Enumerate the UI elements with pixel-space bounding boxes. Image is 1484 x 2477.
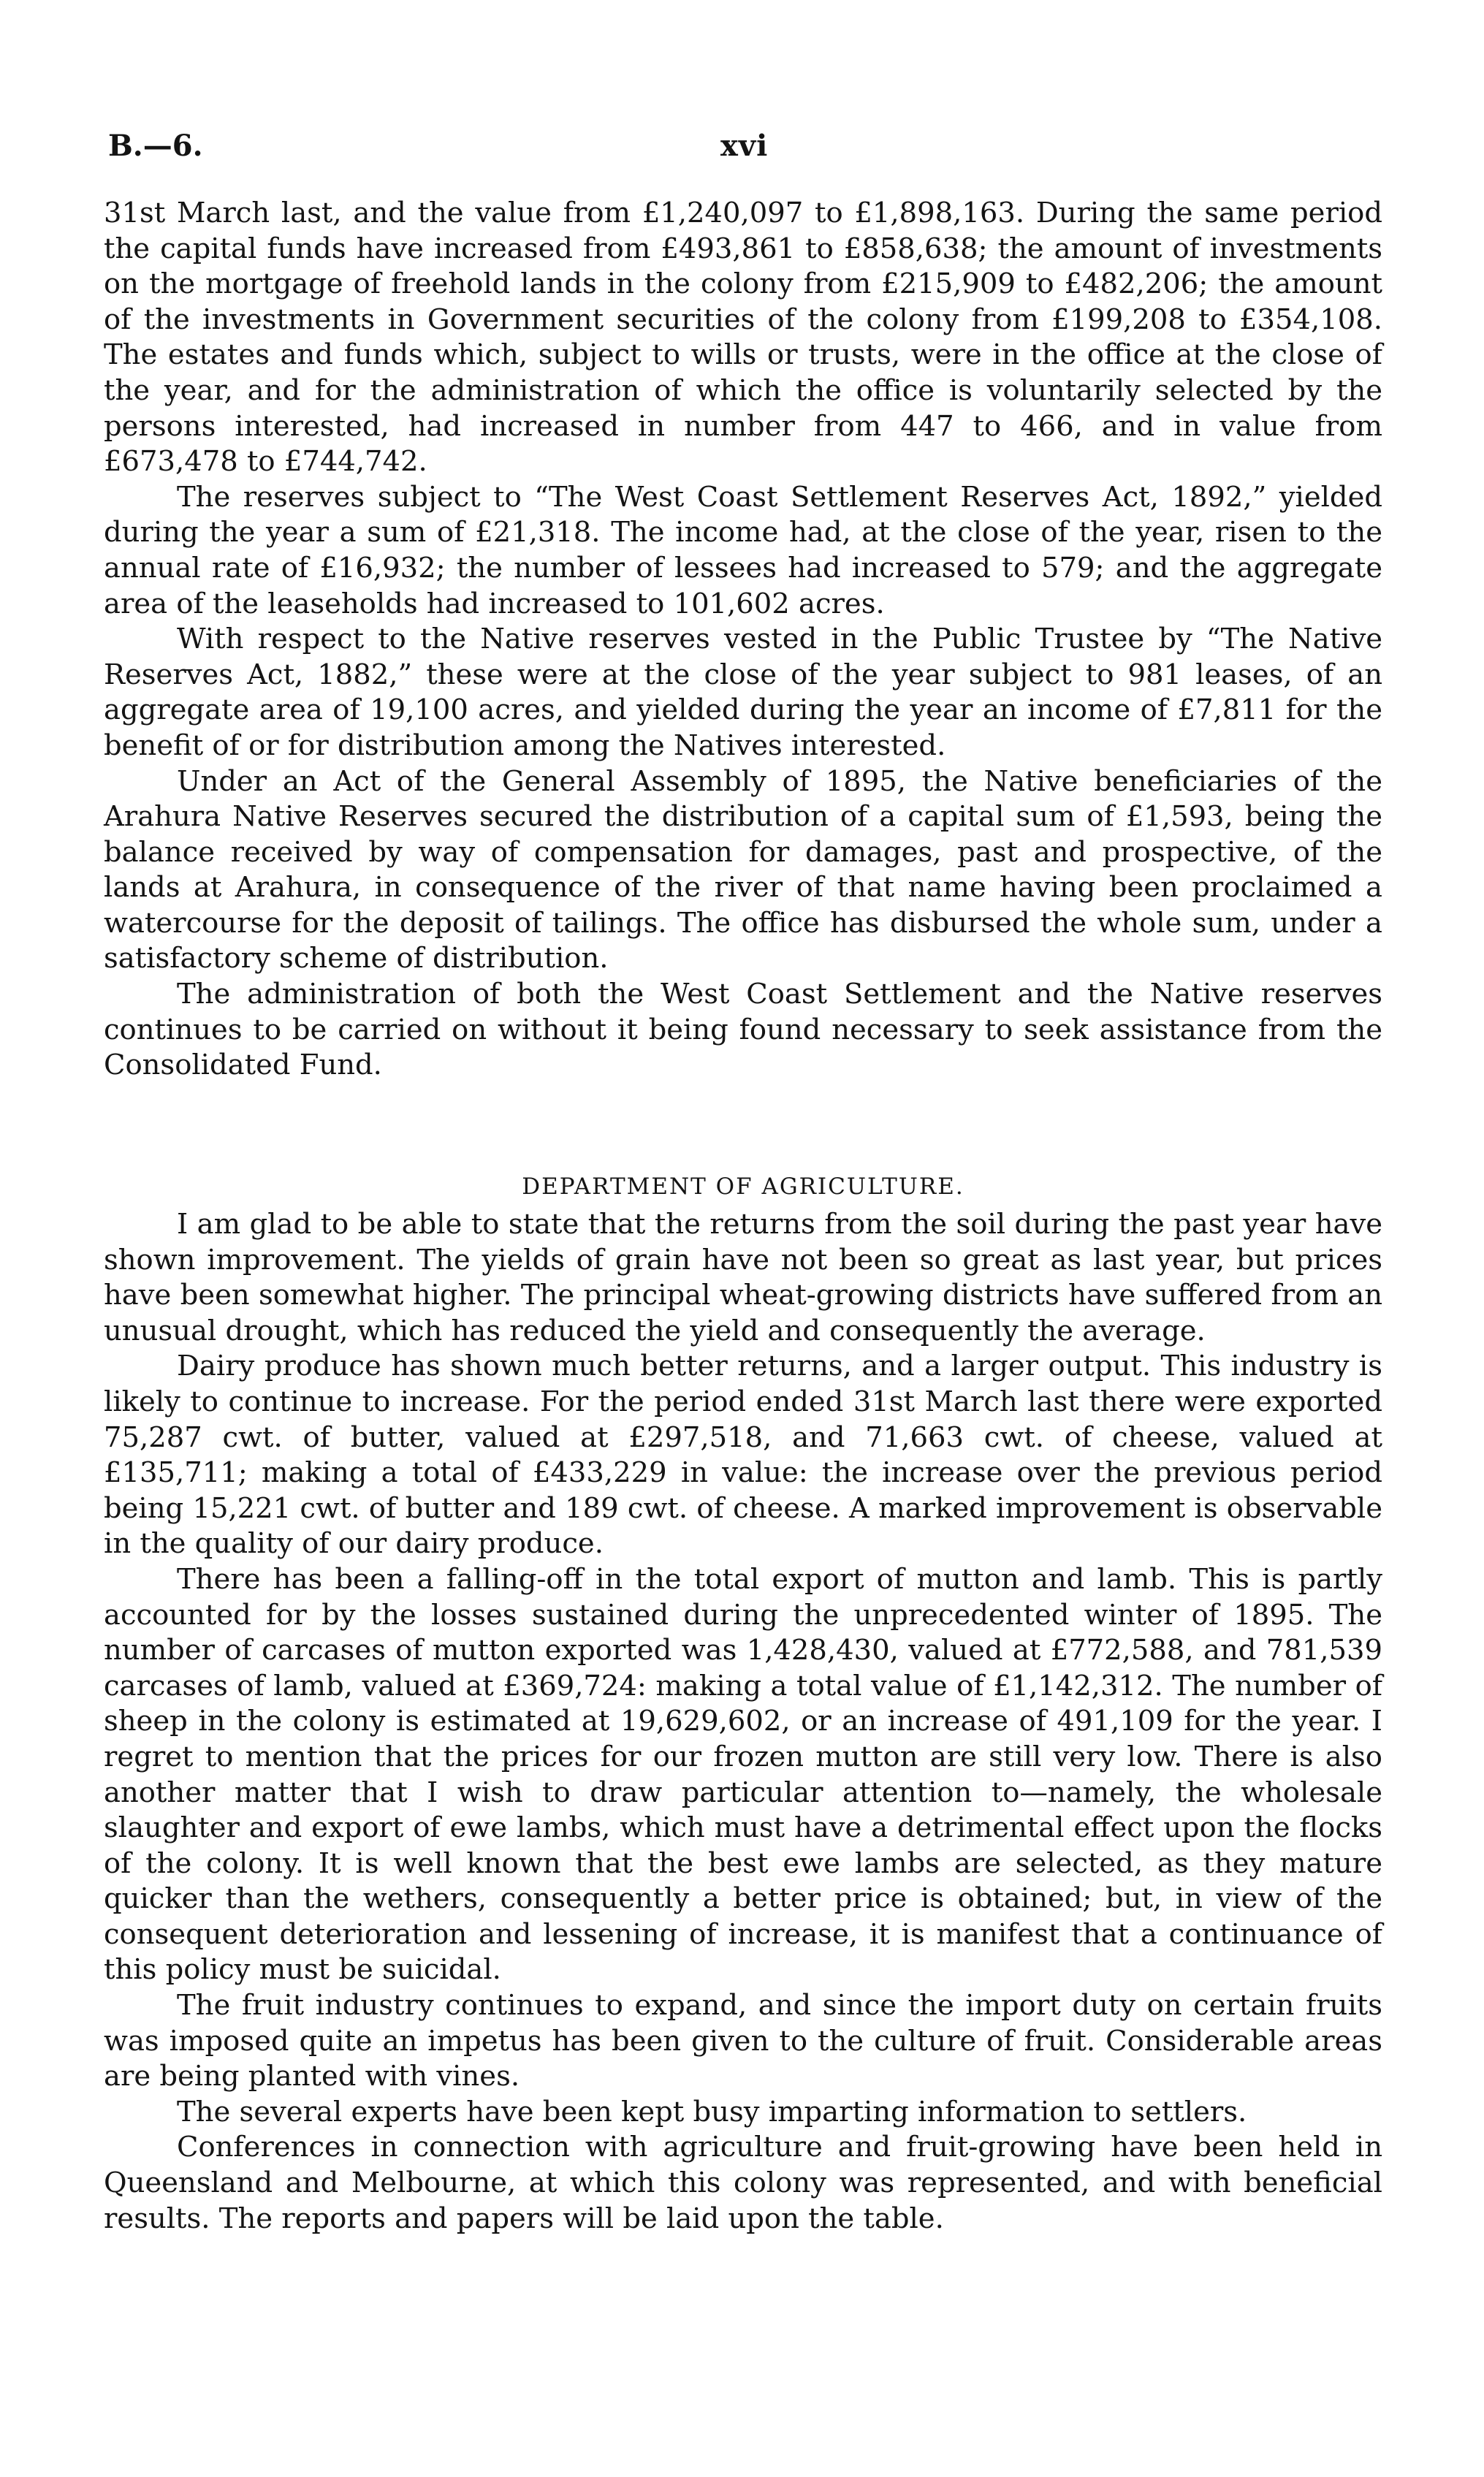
paragraph-west-coast-reserves: The reserves subject to “The West Coast Settlement Reserves Act, 1892,” yielded during the year a sum of £21,318. The income had, at the close of the year, risen to the annual rate of £16,932; the number of lessees had increased to 579; and the aggregate area of the leaseholds had increased to 101,602 acres. (104, 480, 1382, 620)
page-header (108, 124, 1380, 168)
paragraph-mutton-lamb: There has been a falling-off in the total export of mutton and lamb. This is partly accounted for by the losses sustained during the unprecedented winter of 1895. The number of carcases of mutton exported was 1,428,430, valued at £772,588, and 781,539 carcases of lamb, valued at £369,724: making a total value of £1,142,312. The number of sheep in the colony is estimated at 19,629,602, or an increase of 491,109 for the year. I regret to mention that the prices for our frozen mutton are still very low. There is also another matter that I wish to draw particular attention to—namely, the wholesale slaughter and export of ewe lambs, which must have a detrimental effect upon the flocks of the colony. It is well known that the best ewe lambs are selected, as they mature quicker than the wethers, consequently a better price is obtained; but, in view of the consequent deterioration and lessening of increase, it is manifest that a continuance of this policy must be suicidal. (104, 1562, 1382, 1987)
paragraph-arahura-reserves: Under an Act of the General Assembly of 1895, the Native beneficiaries of the Arahura Native Reserves secured the distribution of a capital sum of £1,593, being the balance received by way of compensation for damages, past and prospective, of the lands at Arahura, in consequence of the river of that name having been proclaimed a watercourse for the deposit of tailings. The office has disbursed the whole sum, under a satisfactory scheme of distribution. (104, 764, 1382, 975)
public-trustee-section (104, 196, 1382, 1084)
document-reference: B.—6. (108, 129, 203, 163)
paragraph-native-reserves: With respect to the Native reserves vested in the Public Trustee by “The Native Reserves Act, 1882,” these were at the close of the year subject to 981 leases, of an aggregate area of 19,100 acres, and yielded during the year an income of £7,811 for the benefit of or for distribution among the Natives interested. (104, 623, 1382, 762)
agriculture-section (104, 1207, 1382, 2237)
paragraph-fruit-industry: The fruit industry continues to expand, and since the import duty on certain fruits was imposed quite an impetus has been given to the culture of fruit. Considerable areas are being planted with vines. (104, 1989, 1382, 2093)
paragraph-conferences: Conferences in connection with agriculture and fruit-growing have been held in Queensland and Melbourne, at which this colony was represented, and with beneficial results. The reports and papers will be laid upon the table. (104, 2131, 1382, 2235)
paragraph-continued: 31st March last, and the value from £1,240,097 to £1,898,163. During the same period the capital funds have increased from £493,861 to £858,638; the amount of investments on the mortgage of freehold lands in the colony from £215,909 to £482,206; the amount of the investments in Government securities of the colony from £199,208 to £354,108. The estates and funds which, subject to wills or trusts, were in the office at the close of the year, and for the administration of which the office is voluntarily selected by the persons interested, had increased in number from 447 to 466, and in value from £673,478 to £744,742. (104, 197, 1382, 479)
paragraph-experts: The several experts have been kept busy imparting information to settlers. (177, 2095, 1247, 2128)
section-heading-agriculture: DEPARTMENT OF AGRICULTURE. (522, 1173, 964, 1200)
page-number: xvi (720, 129, 769, 163)
paragraph-administration: The administration of both the West Coast Settlement and the Native reserves continues to be carried on without it being found necessary to seek assistance from the Consolidated Fund. (104, 978, 1382, 1082)
paragraph-dairy-produce: Dairy produce has shown much better returns, and a larger output. This industry is likely to continue to increase. For the period ended 31st March last there were exported 75,287 cwt. of butter, valued at £297,518, and 71,663 cwt. of cheese, valued at £135,711; making a total of £433,229 in value: the increase over the previous period being 15,221 cwt. of butter and 189 cwt. of cheese. A marked improvement is observable in the quality of our dairy produce. (104, 1350, 1382, 1561)
paragraph-soil-returns: I am glad to be able to state that the returns from the soil during the past year have shown improvement. The yields of grain have not been so great as last year, but prices have been somewhat higher. The principal wheat-growing districts have suffered from an unusual drought, which has reduced the yield and consequently the average. (104, 1208, 1382, 1347)
